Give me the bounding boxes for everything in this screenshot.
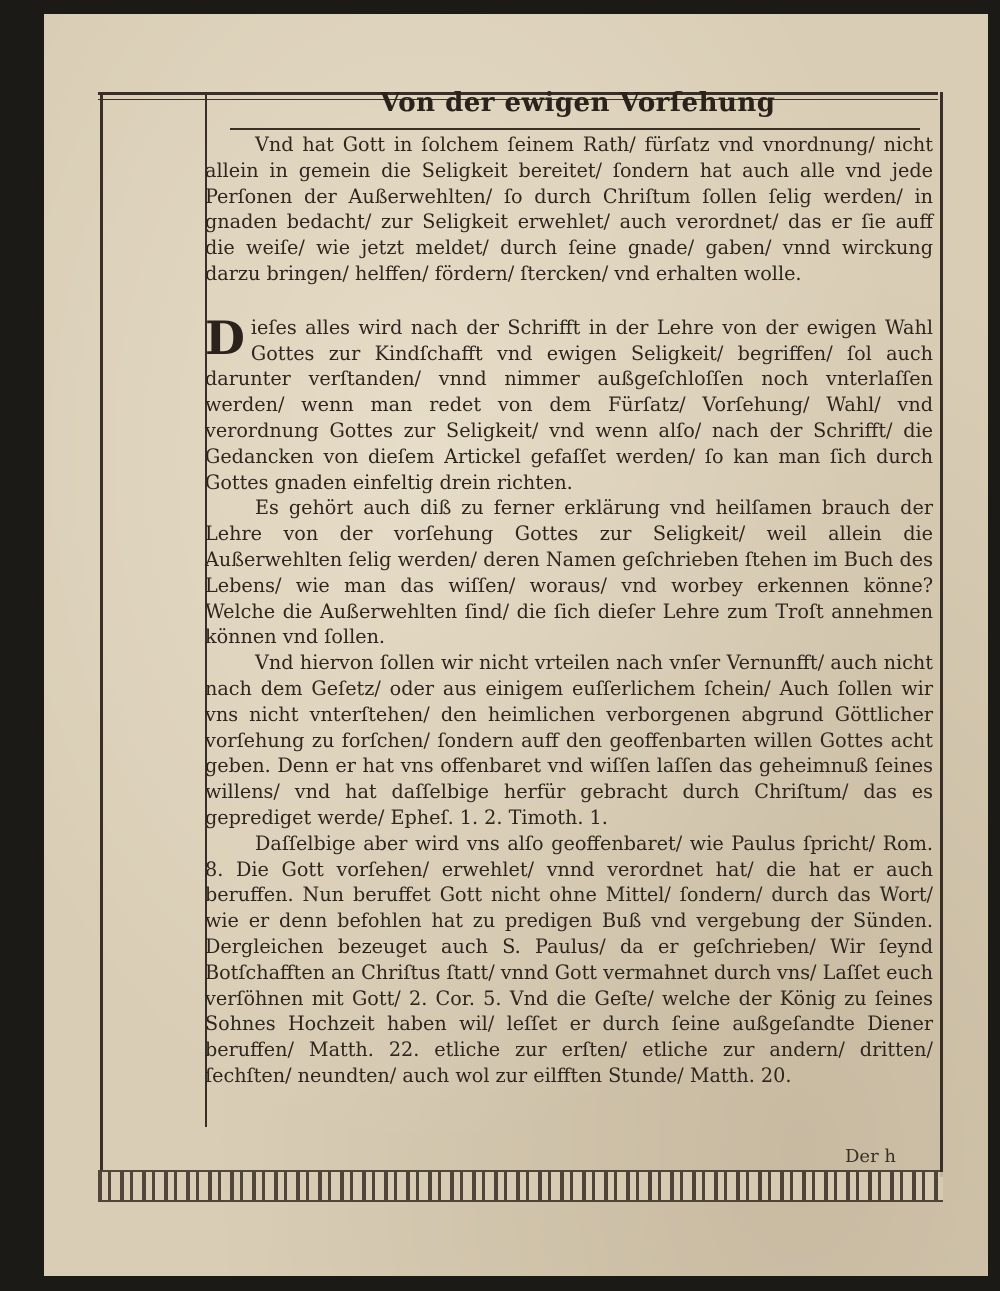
ornamental-border <box>98 1170 943 1202</box>
body-text <box>205 132 933 1089</box>
catchword: Der h <box>845 1146 897 1167</box>
paragraph-4: Vnd hiervon ſollen wir nicht vrteilen nach vnſer Vernunfft/ auch nicht nach dem Geſetz/ oder aus einigem euſſerlichem ſchein/ Auch ſollen wir vns nicht vnterſtehen/ den heimlichen verborgenen abgrund Göttlicher vorſehung zu forſchen/ ſondern auff den geoffenbarten willen Gottes acht geben. Denn er hat vns offenbaret vnd wiſſen laſſen das geheimnuß ſeines willens/ vnd hat daſſelbige herfür gebracht durch Chriſtum/ das es geprediget werde/ Epheſ. 1. 2. Timoth. 1. <box>205 651 933 829</box>
right-frame-line <box>940 92 943 1177</box>
paragraph-2-text: ieſes alles wird nach der Schrifft in der Lehre von der ewigen Wahl Gottes zur Kindſchafft vnd ewigen Seligkeit/ begriffen/ ſol auch darunter verſtanden/ vnnd nimmer außgeſchloſſen noch vnterlaſſen werden/ wenn man redet von dem Fürſatz/ Vorſehung/ Wahl/ vnd verordnung Gottes zur Seligkeit/ vnd wenn alſo/ nach der Schrifft/ die Gedancken von dieſem Artickel gefaſſet werden/ ſo kan man ſich durch Gottes gnaden einfeltig drein richten. <box>205 315 933 494</box>
paragraph-1: Vnd hat Gott in ſolchem ſeinem Rath/ fürſatz vnd vnordnung/ nicht allein in gemein die Seligkeit bereitet/ ſondern hat auch alle vnd jede Perſonen der Außerwehlten/ ſo durch Chriſtum ſollen ſelig werden/ in gnaden bedacht/ zur Seligkeit erwehlet/ auch verordnet/ das er ſie auff die weiſe/ wie jetzt meldet/ durch ſeine gnade/ gaben/ vnnd wirckung darzu bringen/ helffen/ fördern/ ſtercken/ vnd erhalten wolle. <box>205 133 933 285</box>
paragraph-3: Es gehört auch diß zu ferner erklärung vnd heilſamen brauch der Lehre von der vorſehung Gottes zur Seligkeit/ weil allein die Außerwehlten ſelig werden/ deren Namen geſchrieben ſtehen im Buch des Lebens/ wie man das wiſſen/ woraus/ vnd worbey erkennen könne? Welche die Außerwehlten ſind/ die ſich dieſer Lehre zum Troſt annehmen können vnd ſollen. <box>205 496 933 649</box>
paragraph-5: Daſſelbige aber wird vns alſo geoffenbaret/ wie Paulus ſpricht/ Rom. 8. Die Gott vorſehen/ erwehlet/ vnnd verordnet hat/ die hat er auch beruffen. Nun beruffet Gott nicht ohne Mittel/ ſondern/ durch das Wort/ wie er denn befohlen hat zu predigen Buß vnd vergebung der Sünden. Dergleichen bezeuget auch S. Paulus/ da er geſchrieben/ Wir ſeynd Botſchafften an Chriſtus ſtatt/ vnnd Gott vermahnet durch vns/ Laſſet euch verſöhnen mit Gott/ 2. Cor. 5. Vnd die Geſte/ welche der König zu ſeines Sohnes Hochzeit haben wil/ leſſet er durch ſeine außgeſandte Diener beruffen/ Matth. 22. etliche zur erſten/ etliche zur andern/ dritten/ ſechſten/ neundten/ auch wol zur eilfften Stunde/ Matth. 20. <box>205 831 933 1087</box>
drop-cap: D <box>205 310 245 365</box>
header-rule <box>230 128 920 130</box>
left-frame-line <box>100 95 103 1170</box>
paragraph-gap <box>205 287 933 315</box>
running-title: Von der ewigen Vorſehung <box>380 88 776 118</box>
paragraph-2 <box>205 310 933 496</box>
